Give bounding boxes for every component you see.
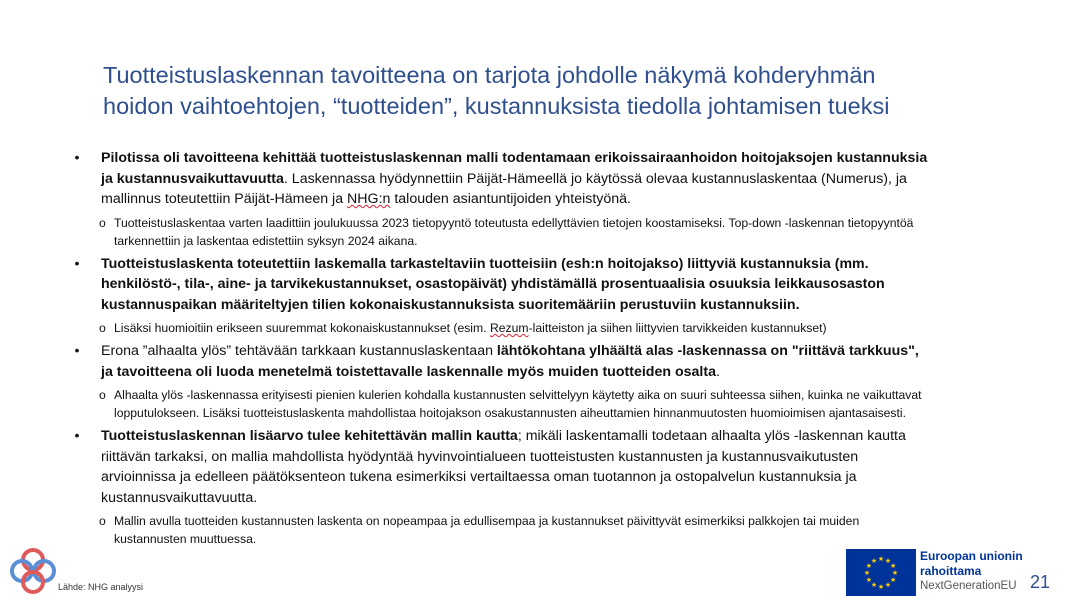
title-line-1: Tuotteistuslaskennan tavoitteena on tarjota johdolle näkymä kohderyhmän bbox=[103, 62, 876, 88]
bullet-text: Pilotissa oli tavoitteena kehittää tuotteistuslaskennan malli todentamaan erikoissairaanhoidon hoitojaksojen kustannuksia bbox=[101, 150, 928, 166]
sub-bullet-text: Mallin avulla tuotteiden kustannusten laskenta on nopeampaa ja edullisempaa ja kustannukset päivittyvät esimerkiksi palkkojen tai muiden bbox=[114, 514, 860, 528]
bullet-text: Tuotteistuslaskenta toteutettiin laskemalla tarkasteltaviin tuotteisiin (esh:n hoitojakso) liittyviä kustannuksia (mm. bbox=[101, 255, 869, 272]
bullet-text: Erona ”alhaalta ylös” tehtävään tarkkaan kustannuslaskentaan lähtökohtana ylhäältä alas -laskennassa on "riittävä tarkkuus", bbox=[101, 343, 919, 359]
eu-star-icon: ★ bbox=[870, 582, 878, 590]
sub-bullet-text: lopputulokseen. Lisäksi tuotteistuslaskenta mahdollistaa hoitojakson osakustannusten aiheuttamien hinnanmuutosten huomioimisen ajantasaisesti. bbox=[114, 406, 906, 420]
eu-star-icon: ★ bbox=[889, 577, 897, 584]
sub-bullet-item bbox=[72, 214, 1042, 250]
bullet-item bbox=[72, 341, 1042, 382]
sub-bullet-dot: o bbox=[99, 388, 106, 402]
eu-line-1: Euroopan unionin bbox=[920, 549, 1023, 563]
bullet-text: mallinnus toteutettiin Päijät-Hämeen ja NHG:n talouden asiantuntijoiden yhteistyönä. bbox=[101, 191, 631, 207]
source-note: Lähde: NHG analyysi bbox=[58, 582, 144, 592]
bullet-item bbox=[72, 254, 1042, 316]
bullet-text: kustannuspaikan määriteltyjen tilien kokonaiskustannuksista suoritemääriin perustuviin kustannuksiin. bbox=[101, 296, 800, 313]
organization-logo-icon bbox=[6, 544, 60, 598]
bullet-text: ja kustannusvaikuttavuutta. Laskennassa hyödynnettiin Päijät-Hämeellä jo käytössä olevaa kustannuslaskentaa (Numerus), ja bbox=[101, 170, 907, 187]
sub-bullet-dot: o bbox=[99, 215, 106, 230]
eu-line-3: NextGenerationEU bbox=[920, 580, 1017, 592]
eu-star-icon: ★ bbox=[889, 563, 897, 570]
bullet-item bbox=[72, 148, 1042, 210]
eu-star-icon: ★ bbox=[865, 577, 873, 584]
sub-bullet-item bbox=[72, 319, 1042, 337]
sub-bullet-text: Lisäksi huomioitiin erikseen suuremmat kokonaiskustannukset (esim. Rezum-laitteiston ja siihen liittyvien tarvikkeiden kustannukset) bbox=[114, 321, 827, 335]
eu-star-icon: ★ bbox=[863, 570, 871, 577]
spellcheck-word: NHG:n bbox=[347, 191, 391, 207]
sub-bullet-text: kustannusten muuttuessa. bbox=[114, 532, 257, 546]
bullet-text: Tuotteistuslaskennan lisäarvo tulee kehitettävän mallin kautta; mikäli laskentamalli todetaan alhaalta ylös -laskennan kautta bbox=[101, 428, 906, 444]
eu-star-icon: ★ bbox=[870, 557, 878, 565]
sub-bullet-dot: o bbox=[99, 514, 106, 528]
bullet-dot: • bbox=[74, 428, 80, 444]
sub-bullet-text: Tuotteistuslaskentaa varten laadittiin joulukuussa 2023 tietopyyntö toteutusta edellyttävien tietojen koostamiseksi. Top-down -laskennan tietopyyntöä bbox=[114, 215, 914, 230]
eu-flag-icon bbox=[846, 549, 916, 596]
eu-star-icon: ★ bbox=[891, 570, 899, 577]
page-number: 21 bbox=[1030, 572, 1051, 592]
eu-line-2: rahoittama bbox=[920, 564, 982, 578]
eu-funding-label bbox=[920, 549, 1023, 594]
eu-star-icon: ★ bbox=[884, 582, 892, 590]
eu-star-icon: ★ bbox=[865, 563, 873, 570]
bullet-dot: • bbox=[74, 150, 80, 166]
spellcheck-word: Rezum bbox=[489, 321, 529, 335]
eu-star-icon: ★ bbox=[877, 584, 885, 591]
bullet-dot: • bbox=[74, 255, 80, 272]
bullet-list bbox=[72, 148, 1042, 550]
bullet-item bbox=[72, 426, 1042, 508]
bullet-text: henkilöstö-, tila-, aine- ja tarvikekustannukset, osastopäivät) yhdistämällä prosentuaalisia osuuksia leikkausosaston bbox=[101, 276, 885, 292]
eu-star-icon: ★ bbox=[877, 556, 885, 563]
bullet-dot: • bbox=[74, 343, 80, 359]
sub-bullet-dot: o bbox=[99, 321, 106, 335]
bullet-text: kustannusvaikuttavuutta. bbox=[101, 489, 258, 506]
sub-bullet-item bbox=[72, 386, 1042, 422]
eu-star-icon: ★ bbox=[884, 557, 892, 565]
title-line-2: hoidon vaihtoehtojen, “tuotteiden”, kustannuksista tiedolla johtamisen tueksi bbox=[103, 93, 890, 119]
sub-bullet-text: Alhaalta ylös -laskennassa erityisesti pienien kulerien kohdalla kustannusten selvittelyyn käytetty aika on suuri suhteessa siihen, kuinka ne vaikuttavat bbox=[114, 388, 922, 402]
bullet-text: arvioinnissa ja edelleen päätöksenteon tukena esimerkiksi vertailtaessa oman tuotannon ja ostopalvelun kustannuksia ja bbox=[101, 469, 857, 485]
slide-title bbox=[103, 60, 1043, 122]
sub-bullet-item bbox=[72, 512, 1042, 548]
bullet-text: riittävän tarkaksi, on mallia mahdollista hyödyntää hyvinvointialueen tuotteistusten kustannusten ja kustannusvaikutusten bbox=[101, 448, 859, 465]
sub-bullet-text: tarkennettiin ja laskentaa edistettiin syksyn 2024 aikana. bbox=[114, 233, 418, 248]
bullet-text: ja tavoitteena oli luoda menetelmä toistettavalle laskennalle myös muiden tuotteiden osalta. bbox=[101, 363, 720, 380]
